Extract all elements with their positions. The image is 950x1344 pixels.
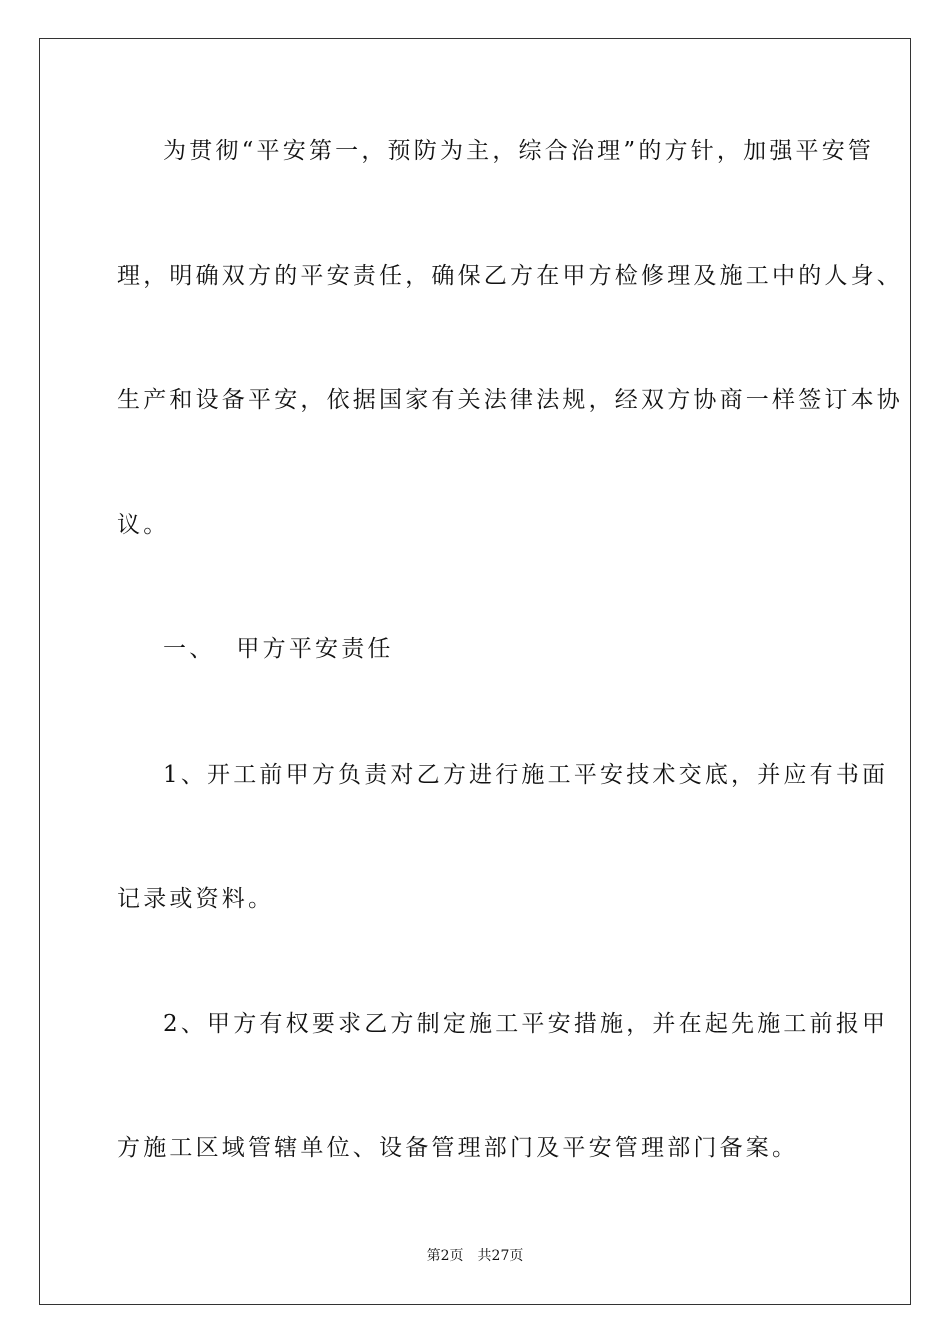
section-heading: 一、 甲方平安责任 (163, 636, 394, 662)
page-total: 共27页 (477, 1248, 524, 1264)
page-number: 第2页 (426, 1248, 464, 1264)
paragraph-line-4: 议。 (117, 512, 170, 538)
paragraph-line-7: 2、甲方有权要求乙方制定施工平安措施，并在起先施工前报甲 (163, 1011, 889, 1037)
paragraph-line-2: 理，明确双方的平安责任，确保乙方在甲方检修理及施工中的人身、 (117, 263, 903, 289)
paragraph-line-1: 为贯彻“平安第一，预防为主，综合治理”的方针，加强平安管 (163, 138, 875, 164)
paragraph-line-5: 1、开工前甲方负责对乙方进行施工平安技术交底，并应有书面 (163, 762, 889, 788)
page-footer (0, 1246, 950, 1266)
paragraph-line-3: 生产和设备平安，依据国家有关法律法规，经双方协商一样签订本协 (117, 387, 903, 413)
paragraph-line-8: 方施工区域管辖单位、设备管理部门及平安管理部门备案。 (117, 1135, 799, 1161)
paragraph-line-6: 记录或资料。 (117, 886, 275, 912)
page-border (39, 38, 911, 1305)
